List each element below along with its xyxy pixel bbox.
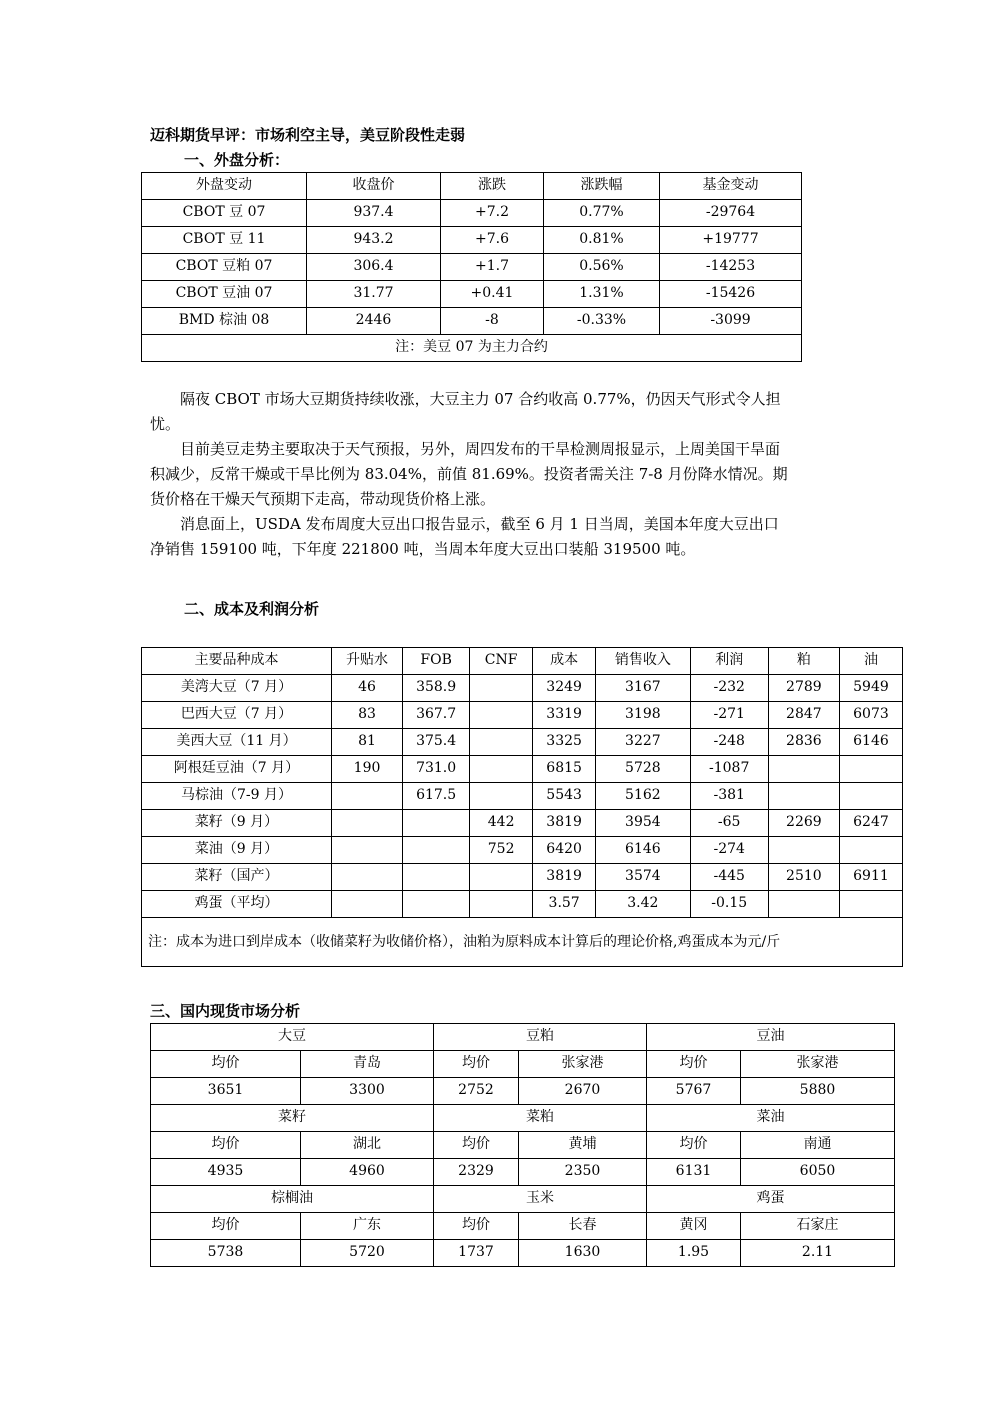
table-note-row xyxy=(142,335,802,362)
table-row xyxy=(142,702,903,729)
price-label: 石家庄 xyxy=(741,1213,895,1240)
table-cell: 358.9 xyxy=(403,675,470,702)
table-cell: 3574 xyxy=(596,864,690,891)
table-cell xyxy=(839,783,902,810)
table-cell xyxy=(768,891,839,918)
table-cell: 6420 xyxy=(533,837,596,864)
table-row xyxy=(142,891,903,918)
table-cell xyxy=(403,810,470,837)
table-cell: -65 xyxy=(690,810,768,837)
table-cell: 3325 xyxy=(533,729,596,756)
price-value: 5738 xyxy=(151,1240,301,1267)
column-header: 粕 xyxy=(768,648,839,675)
table-cell: 752 xyxy=(470,837,533,864)
table-cell: 81 xyxy=(331,729,402,756)
table-cell: -232 xyxy=(690,675,768,702)
table-cell: 937.4 xyxy=(307,200,441,227)
price-label: 黄冈 xyxy=(647,1213,741,1240)
table-cell: 5949 xyxy=(839,675,902,702)
table-cell xyxy=(470,864,533,891)
commodity-name: 大豆 xyxy=(151,1024,434,1051)
price-value: 5767 xyxy=(647,1078,741,1105)
price-value: 6050 xyxy=(741,1159,895,1186)
table-cell: -274 xyxy=(690,837,768,864)
table-cell: 2836 xyxy=(768,729,839,756)
price-label: 南通 xyxy=(741,1132,895,1159)
table-cell: 5162 xyxy=(596,783,690,810)
column-header: 主要品种成本 xyxy=(142,648,332,675)
price-value: 2350 xyxy=(519,1159,647,1186)
table-cell: -248 xyxy=(690,729,768,756)
table-cell: BMD 棕油 08 xyxy=(142,308,307,335)
table-cell: 3.42 xyxy=(596,891,690,918)
table-cell xyxy=(331,810,402,837)
commodity-name: 菜粕 xyxy=(434,1105,647,1132)
table-cell: 617.5 xyxy=(403,783,470,810)
price-label-row xyxy=(151,1213,895,1240)
table-cell: 375.4 xyxy=(403,729,470,756)
price-value: 5880 xyxy=(741,1078,895,1105)
table-cell: 2847 xyxy=(768,702,839,729)
table-cell xyxy=(768,837,839,864)
table-cell: 3249 xyxy=(533,675,596,702)
spot-market-table xyxy=(150,1023,895,1267)
table-cell: CBOT 豆粕 07 xyxy=(142,254,307,281)
table-cell: 3227 xyxy=(596,729,690,756)
table-cell: +7.6 xyxy=(441,227,544,254)
column-header: 成本 xyxy=(533,648,596,675)
table-cell: 3819 xyxy=(533,810,596,837)
table-cell: 3.57 xyxy=(533,891,596,918)
table-cell: CBOT 豆 11 xyxy=(142,227,307,254)
column-header: 升贴水 xyxy=(331,648,402,675)
table-cell: 943.2 xyxy=(307,227,441,254)
cost-profit-table xyxy=(141,647,903,967)
table-cell: -1087 xyxy=(690,756,768,783)
table-cell xyxy=(331,864,402,891)
price-label: 均价 xyxy=(434,1051,519,1078)
column-header: FOB xyxy=(403,648,470,675)
table-cell: 0.81% xyxy=(544,227,660,254)
table-cell: 367.7 xyxy=(403,702,470,729)
table-row xyxy=(142,864,903,891)
table-cell: 190 xyxy=(331,756,402,783)
commodity-name: 鸡蛋 xyxy=(647,1186,895,1213)
price-label: 湖北 xyxy=(301,1132,434,1159)
table-cell xyxy=(403,837,470,864)
table-cell: 巴西大豆（7 月） xyxy=(142,702,332,729)
commodity-name: 棕榈油 xyxy=(151,1186,434,1213)
table-cell xyxy=(839,756,902,783)
table-cell: 菜籽（国产） xyxy=(142,864,332,891)
table-cell: 731.0 xyxy=(403,756,470,783)
price-label: 均价 xyxy=(151,1213,301,1240)
price-value: 3651 xyxy=(151,1078,301,1105)
section1-heading: 一、外盘分析： xyxy=(184,151,290,169)
table-cell: -271 xyxy=(690,702,768,729)
table-row xyxy=(142,810,903,837)
table-cell: 6911 xyxy=(839,864,902,891)
price-value: 2.11 xyxy=(741,1240,895,1267)
column-header: 油 xyxy=(839,648,902,675)
price-label-row xyxy=(151,1051,895,1078)
table-cell: 菜油（9 月） xyxy=(142,837,332,864)
table-cell xyxy=(768,783,839,810)
section2-heading: 二、成本及利润分析 xyxy=(184,600,320,618)
table-cell: -29764 xyxy=(660,200,802,227)
table-cell: 3954 xyxy=(596,810,690,837)
commodity-name: 玉米 xyxy=(434,1186,647,1213)
table-cell: 2269 xyxy=(768,810,839,837)
paragraph: 目前美豆走势主要取决于天气预报，另外，周四发布的干旱检测周报显示，上周美国干旱面积减少，反常干燥或干旱比例为 83.04%，前值 81.69%。投资者需关注 7-8 月份降水情况。期货价格在干燥天气预期下走高，带动现货价格上涨。 xyxy=(150,440,788,508)
table-cell xyxy=(839,891,902,918)
table-row xyxy=(142,675,903,702)
table-cell xyxy=(470,702,533,729)
table-cell xyxy=(768,756,839,783)
price-value-row xyxy=(151,1078,895,1105)
table-header-row xyxy=(142,173,802,200)
table-note: 注：美豆 07 为主力合约 xyxy=(142,335,802,362)
price-value: 6131 xyxy=(647,1159,741,1186)
price-label: 均价 xyxy=(151,1051,301,1078)
table-cell xyxy=(331,783,402,810)
table-row xyxy=(142,729,903,756)
price-label-row xyxy=(151,1132,895,1159)
table-cell xyxy=(331,891,402,918)
document-title: 迈科期货早评：市场利空主导，美豆阶段性走弱 xyxy=(150,126,466,144)
table-row xyxy=(142,837,903,864)
table-row xyxy=(142,227,802,254)
table-cell: 442 xyxy=(470,810,533,837)
table-cell: 3319 xyxy=(533,702,596,729)
paragraph: 消息面上，USDA 发布周度大豆出口报告显示，截至 6 月 1 日当周，美国本年度大豆出口净销售 159100 吨，下年度 221800 吨，当周本年度大豆出口装船 319500 吨。 xyxy=(150,515,779,558)
table-cell: -14253 xyxy=(660,254,802,281)
table-cell: -15426 xyxy=(660,281,802,308)
price-label: 张家港 xyxy=(519,1051,647,1078)
table-cell: 6146 xyxy=(839,729,902,756)
commodity-name: 菜油 xyxy=(647,1105,895,1132)
price-value: 3300 xyxy=(301,1078,434,1105)
table-cell xyxy=(470,783,533,810)
column-header: 利润 xyxy=(690,648,768,675)
table-row xyxy=(142,783,903,810)
commodity-group-row xyxy=(151,1024,895,1051)
table-cell xyxy=(839,837,902,864)
commodity-name: 豆粕 xyxy=(434,1024,647,1051)
table-row xyxy=(142,756,903,783)
column-header: CNF xyxy=(470,648,533,675)
table-cell: CBOT 豆 07 xyxy=(142,200,307,227)
table-cell: 美湾大豆（7 月） xyxy=(142,675,332,702)
table-cell: 6247 xyxy=(839,810,902,837)
table-row xyxy=(142,200,802,227)
table-cell: 306.4 xyxy=(307,254,441,281)
table-note-row xyxy=(142,918,903,967)
table-cell xyxy=(403,891,470,918)
table-cell: 2446 xyxy=(307,308,441,335)
price-label: 均价 xyxy=(151,1132,301,1159)
table-cell: CBOT 豆油 07 xyxy=(142,281,307,308)
commodity-name: 菜籽 xyxy=(151,1105,434,1132)
table-cell xyxy=(331,837,402,864)
table-cell: -8 xyxy=(441,308,544,335)
price-label: 均价 xyxy=(647,1132,741,1159)
column-header: 收盘价 xyxy=(307,173,441,200)
price-value: 2670 xyxy=(519,1078,647,1105)
analysis-text xyxy=(150,387,790,562)
price-label: 均价 xyxy=(647,1051,741,1078)
price-value: 1.95 xyxy=(647,1240,741,1267)
table-row xyxy=(142,308,802,335)
table-cell: 3167 xyxy=(596,675,690,702)
table-row xyxy=(142,254,802,281)
column-header: 基金变动 xyxy=(660,173,802,200)
price-value: 4960 xyxy=(301,1159,434,1186)
table-cell xyxy=(470,729,533,756)
price-value-row xyxy=(151,1159,895,1186)
table-cell: 3819 xyxy=(533,864,596,891)
table-cell: 46 xyxy=(331,675,402,702)
commodity-group-row xyxy=(151,1105,895,1132)
price-value-row xyxy=(151,1240,895,1267)
table-cell: +19777 xyxy=(660,227,802,254)
table-cell: 0.77% xyxy=(544,200,660,227)
table-cell: 6146 xyxy=(596,837,690,864)
table-cell xyxy=(470,675,533,702)
section3-heading: 三、国内现货市场分析 xyxy=(150,1002,301,1020)
table-cell: 83 xyxy=(331,702,402,729)
column-header: 外盘变动 xyxy=(142,173,307,200)
price-value: 4935 xyxy=(151,1159,301,1186)
table-cell: -445 xyxy=(690,864,768,891)
price-value: 5720 xyxy=(301,1240,434,1267)
table-cell: -381 xyxy=(690,783,768,810)
table-cell: +1.7 xyxy=(441,254,544,281)
table-cell: 马棕油（7-9 月） xyxy=(142,783,332,810)
price-label: 长春 xyxy=(519,1213,647,1240)
price-label: 广东 xyxy=(301,1213,434,1240)
table-cell: 5543 xyxy=(533,783,596,810)
column-header: 销售收入 xyxy=(596,648,690,675)
table-cell: 6073 xyxy=(839,702,902,729)
commodity-group-row xyxy=(151,1186,895,1213)
commodity-name: 豆油 xyxy=(647,1024,895,1051)
price-value: 2752 xyxy=(434,1078,519,1105)
table-cell: 美西大豆（11 月） xyxy=(142,729,332,756)
table-cell: -0.15 xyxy=(690,891,768,918)
price-value: 1737 xyxy=(434,1240,519,1267)
table-cell: 0.56% xyxy=(544,254,660,281)
price-label: 张家港 xyxy=(741,1051,895,1078)
table-cell: -3099 xyxy=(660,308,802,335)
column-header: 涨跌幅 xyxy=(544,173,660,200)
table-cell: 菜籽（9 月） xyxy=(142,810,332,837)
table-header-row xyxy=(142,648,903,675)
price-label: 均价 xyxy=(434,1213,519,1240)
price-label: 均价 xyxy=(434,1132,519,1159)
table-cell: 31.77 xyxy=(307,281,441,308)
table-cell xyxy=(470,756,533,783)
table-cell: -0.33% xyxy=(544,308,660,335)
price-value: 2329 xyxy=(434,1159,519,1186)
table-cell: 阿根廷豆油（7 月） xyxy=(142,756,332,783)
table-cell: +0.41 xyxy=(441,281,544,308)
price-value: 1630 xyxy=(519,1240,647,1267)
table-cell: 2789 xyxy=(768,675,839,702)
table-cell: 3198 xyxy=(596,702,690,729)
price-label: 青岛 xyxy=(301,1051,434,1078)
table-cell: 1.31% xyxy=(544,281,660,308)
table-row xyxy=(142,281,802,308)
table-cell: 2510 xyxy=(768,864,839,891)
table-cell xyxy=(403,864,470,891)
table-cell: 鸡蛋（平均） xyxy=(142,891,332,918)
table-note: 注：成本为进口到岸成本（收储菜籽为收储价格），油粕为原料成本计算后的理论价格,鸡蛋成本为元/斤 xyxy=(142,918,903,967)
table-cell xyxy=(470,891,533,918)
table-cell: 6815 xyxy=(533,756,596,783)
foreign-market-table xyxy=(141,172,802,362)
column-header: 涨跌 xyxy=(441,173,544,200)
table-cell: +7.2 xyxy=(441,200,544,227)
table-cell: 5728 xyxy=(596,756,690,783)
price-label: 黄埔 xyxy=(519,1132,647,1159)
paragraph: 隔夜 CBOT 市场大豆期货持续收涨，大豆主力 07 合约收高 0.77%，仍因天气形式令人担忧。 xyxy=(150,390,781,433)
